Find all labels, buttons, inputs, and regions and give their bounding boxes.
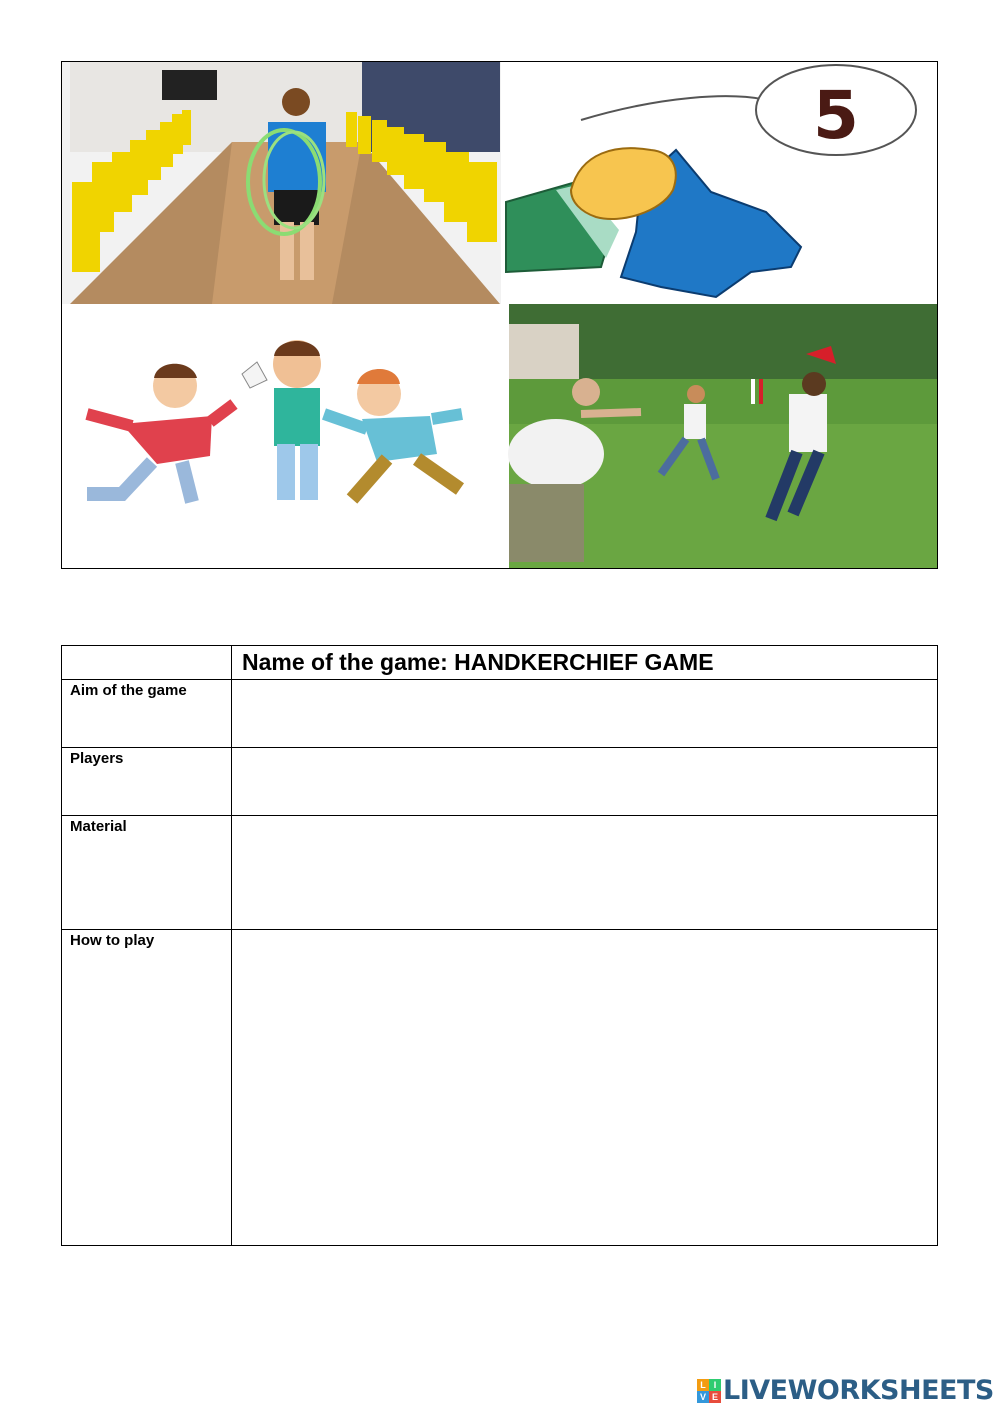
aim-label: Aim of the game: [62, 680, 232, 748]
speech-bubble-number: 5: [813, 77, 859, 154]
brand-name: LIVEWORKSHEETS: [723, 1375, 994, 1406]
material-answer-field[interactable]: [232, 816, 938, 930]
image-grid: [61, 61, 938, 569]
liveworksheets-mark-icon: L I V E: [697, 1379, 721, 1403]
aim-answer-field[interactable]: [232, 680, 938, 748]
how-to-play-answer-field[interactable]: [232, 930, 938, 1246]
photo-outdoor-park-game: [501, 304, 937, 568]
illustration-three-boys: [62, 304, 502, 568]
illustration-handkerchief-number: [501, 62, 937, 305]
how-to-play-label: How to play: [62, 930, 232, 1246]
game-description-table: [61, 645, 938, 1246]
material-label: Material: [62, 816, 232, 930]
players-label: Players: [62, 748, 232, 816]
liveworksheets-logo: [697, 1375, 994, 1406]
players-answer-field[interactable]: [232, 748, 938, 816]
header-empty-cell: [62, 646, 232, 680]
photo-children-lines-indoor: [62, 62, 502, 305]
game-name-heading: Name of the game: HANDKERCHIEF GAME: [232, 646, 938, 680]
